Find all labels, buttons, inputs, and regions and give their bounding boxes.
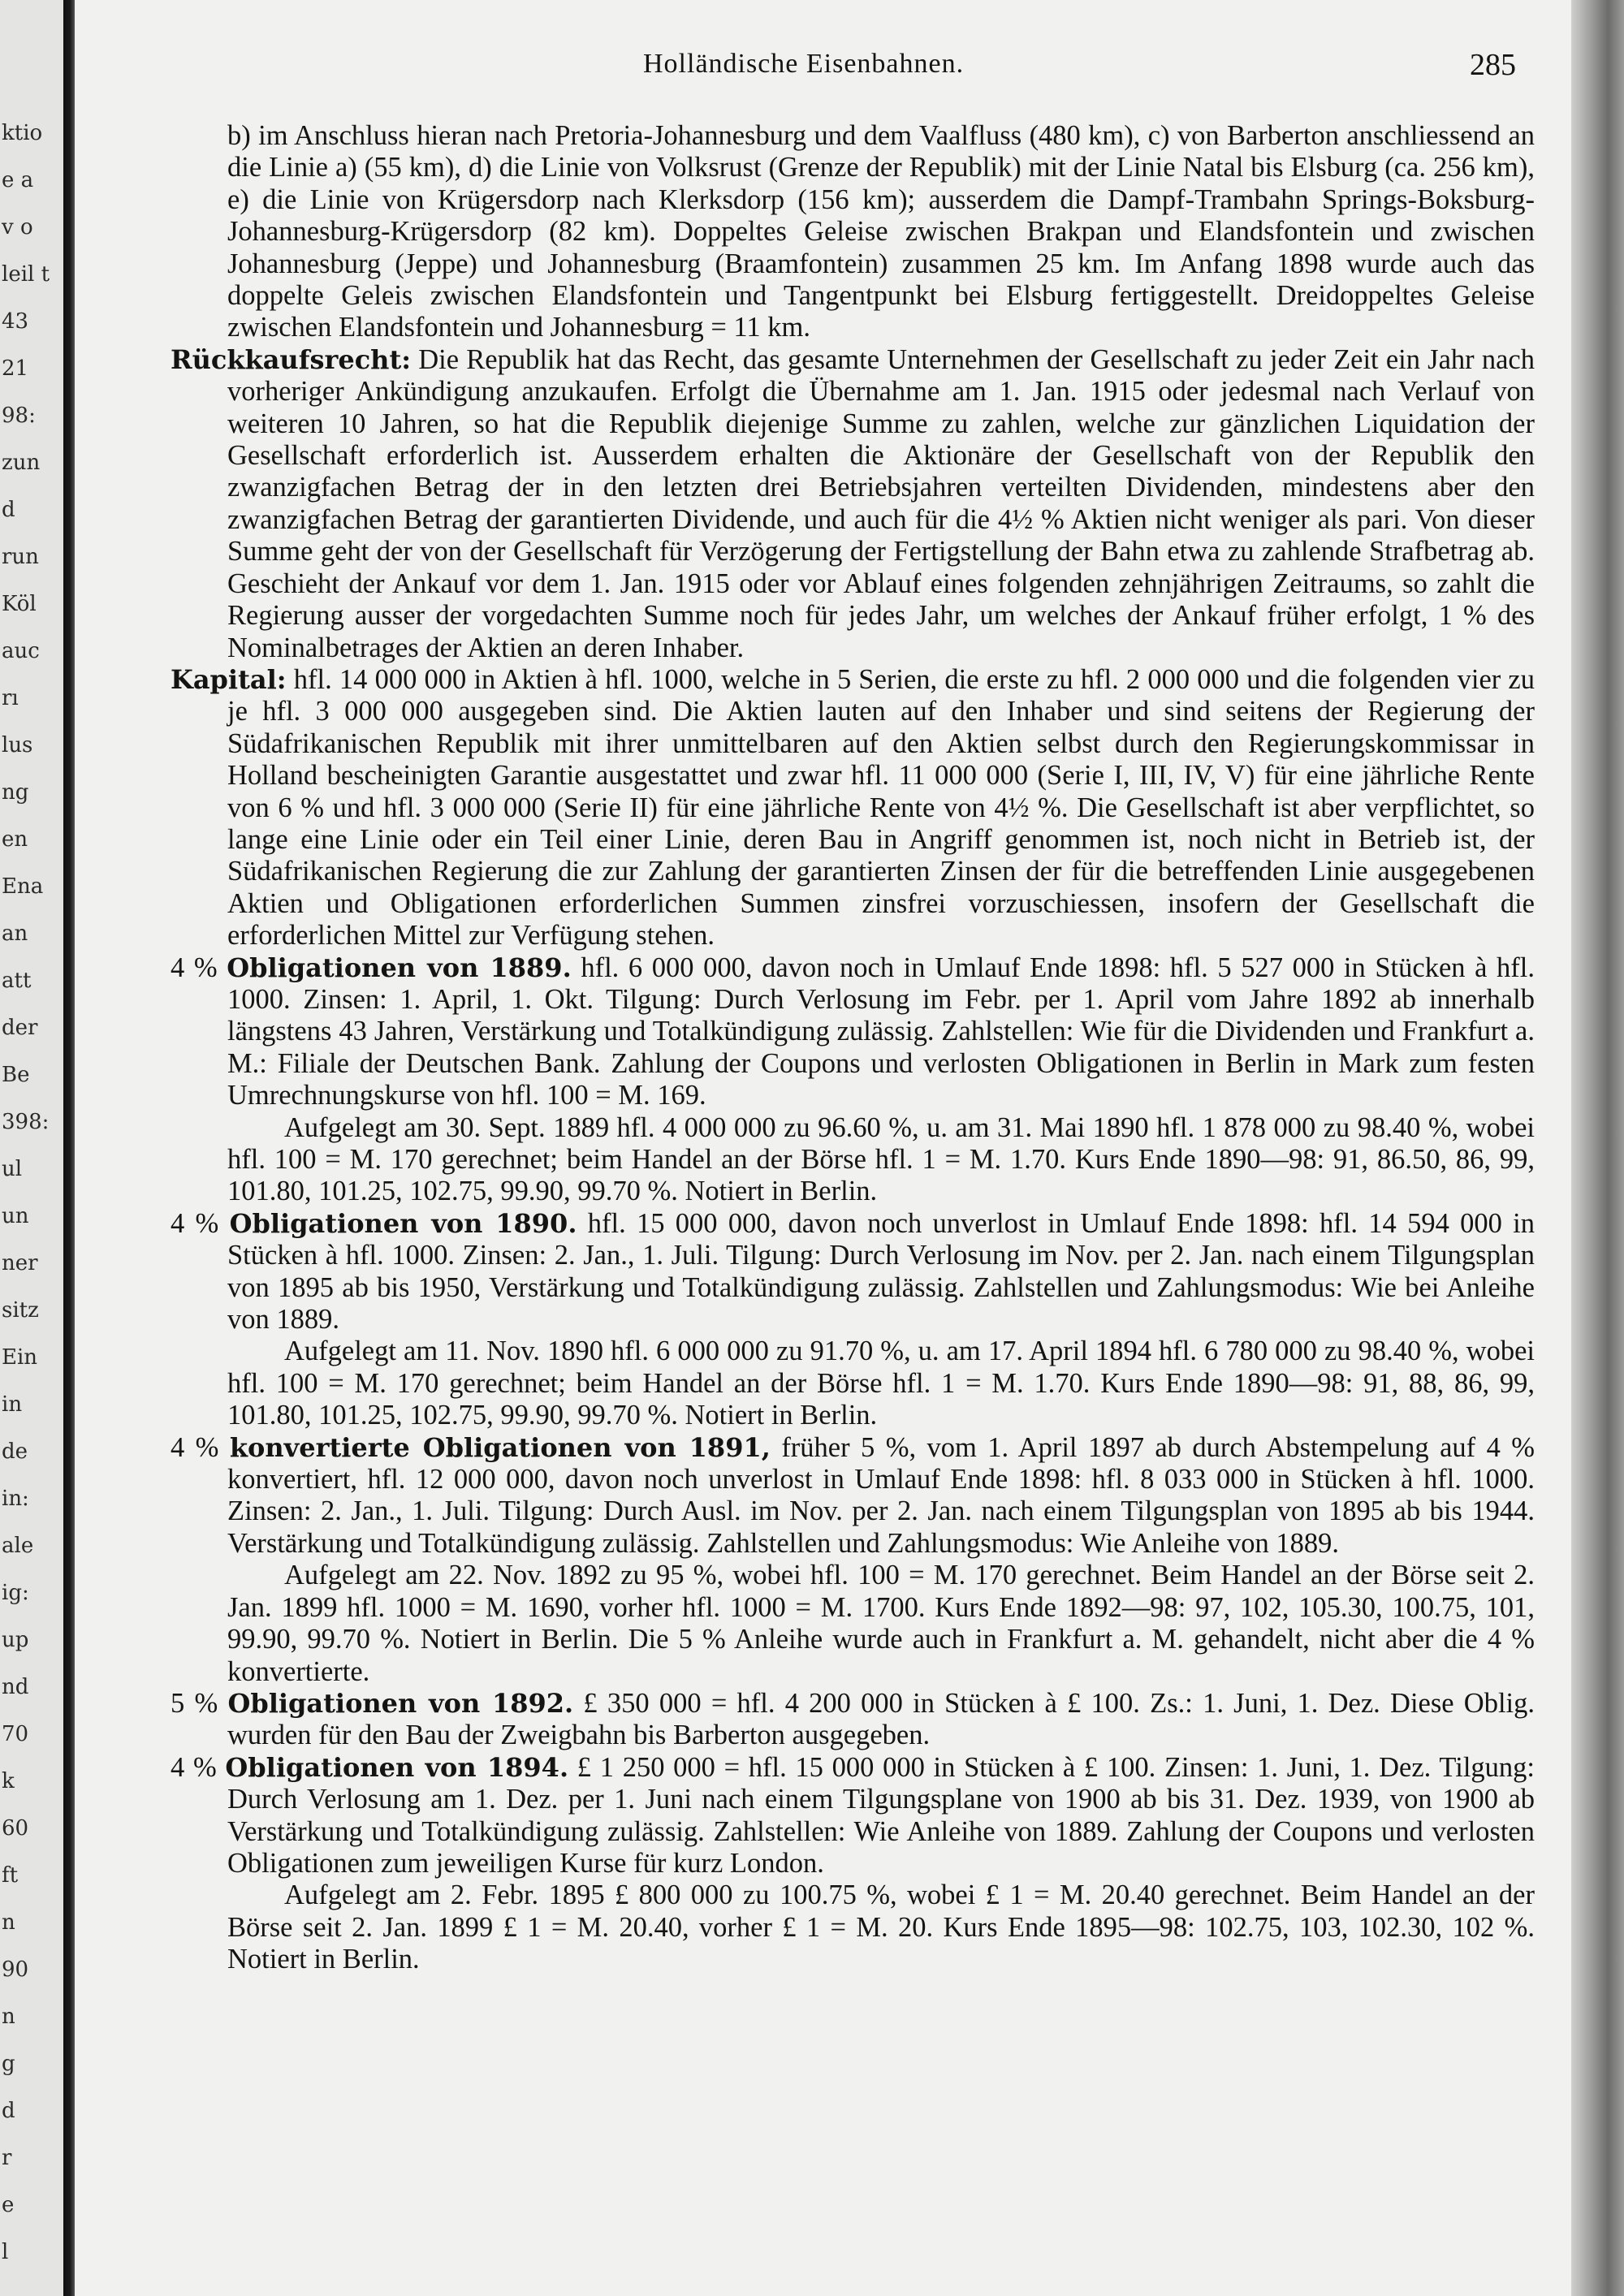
entry-text: hfl. 15 000 000, davon noch unverlost in Umlauf Ende 1898: hfl. 14 594 000 in Stücken à hfl. 1000. Zinsen: 2. Jan., 1. Juli. Tilgung: Durch Verlosung im Nov. per 2. Jan. nach einem Tilgungsplan von 1895 ab bis 1950, Verstärkung und Totalkündigung zulässig. Zahlstellen und Zahlungsmodus: Wie bei Anleihe von 1889. xyxy=(227,1207,1535,1336)
entry-obligationen-1889 xyxy=(171,952,1535,1112)
entry-rueckkaufsrecht xyxy=(171,344,1535,664)
page xyxy=(75,0,1593,2296)
previous-page-fragment: in xyxy=(2,1392,23,1417)
previous-page-fragment: ner xyxy=(2,1251,38,1275)
previous-page-fragment: un xyxy=(2,1204,29,1228)
entry-heading: Obligationen von 1889. xyxy=(227,952,572,983)
previous-page-fragment: r xyxy=(2,2146,12,2170)
previous-page-fragment: 21 xyxy=(2,356,29,381)
running-header: Holländische Eisenbahnen. xyxy=(643,49,965,79)
entry-subscription: Aufgelegt am 11. Nov. 1890 hfl. 6 000 000 zu 91.70 %, u. am 17. April 1894 hfl. 6 780 000 zu 98.40 %, wobei hfl. 100 = M. 170 gerechnet; beim Handel an der Börse hfl. 1 = M. 1.70. Kurs Ende 1890—98: 91, 88, 86, 99, 101.80, 101.25, 102.75, 99.90, 99.70 %. Notiert in Berlin. xyxy=(227,1336,1535,1431)
entry-obligationen-1894 xyxy=(171,1752,1535,1880)
entry-rate: 4 % xyxy=(171,952,218,983)
entry-heading: konvertierte Obligationen von 1891, xyxy=(229,1431,771,1463)
entry-text: Die Republik hat das Recht, das gesamte Unternehmen der Gesellschaft zu jeder Zeit ein Jahr nach vorheriger Ankündigung anzukaufen. Erfolgt die Übernahme am 1. Jan. 1915 oder jedesmal nach Verlauf von weiteren 10 Jahren, so hat die Republik diejenige Summe zu zahlen, welche zur gänzlichen Liquidation der Gesellschaft erforderlich ist. Ausserdem erhalten die Aktionäre der Gesellschaft von der Republik den zwanzigfachen Betrag der in den letzten drei Betriebsjahren verteilten Dividenden, mindestens aber den zwanzigfachen Betrag der garantierten Dividende, und auch für die 4½ % Aktien nicht weniger als pari. Von dieser Summe geht der von der Gesellschaft für Verzögerung der Fertigstellung der Bahn etwa zu zahlende Strafbetrag ab. Geschieht der Ankauf vor dem 1. Jan. 1915 oder vor Ablauf eines folgenden zehnjährigen Zeitraums, so zahlt die Regierung ausser der vorgedachten Summe noch für jedes Jahr, um welches der Ankauf früher erfolgt, 1 % des Nominalbetrages der Aktien an deren Inhaber. xyxy=(227,343,1535,663)
previous-page-fragment: de xyxy=(2,1439,28,1464)
entry-subscription: Aufgelegt am 22. Nov. 1892 zu 95 %, wobei hfl. 100 = M. 170 gerechnet. Beim Handel an der Börse seit 2. Jan. 1899 hfl. 1000 = M. 1690, vorher hfl. 1000 = M. 1700. Kurs Ende 1892—98: 97, 102, 105.30, 100.75, 101, 99.90, 99.70 %. Notiert in Berlin. Die 5 % Anleihe wurde auch in Frankfurt a. M. gehandelt, nicht aber die 4 % konvertierte. xyxy=(227,1560,1535,1687)
previous-page-fragment: ng xyxy=(2,780,29,805)
previous-page-fragment: Be xyxy=(2,1063,30,1087)
previous-page-fragment: leil t xyxy=(2,262,50,287)
continuation-paragraph: b) im Anschluss hieran nach Pretoria-Johannesburg und dem Vaalfluss (480 km), c) von Barberton anschliessend an die Linie a) (55 km), d) die Linie von Volksrust (Grenze der Republik) mit der Linie Natal bis Elsburg (ca. 256 km), e) die Linie von Krügersdorp nach Klerksdorp (156 km); ausserdem die Dampf-Trambahn Springs-Boksburg-Johannesburg-Krügersdorp (82 km). Doppeltes Geleise zwischen Brakpan und Elandsfontein und zwischen Johannesburg (Jeppe) und Johannesburg (Braamfontein) zusammen 25 km. Im Anfang 1898 wurde auch das doppelte Geleis zwischen Elandsfontein und Tangentpunkt bei Elsburg fertiggestellt. Dreidoppeltes Geleise zwischen Elandsfontein und Johannesburg = 11 km. xyxy=(227,120,1535,343)
entry-heading: Obligationen von 1892. xyxy=(227,1687,574,1719)
entry-text: hfl. 14 000 000 in Aktien à hfl. 1000, welche in 5 Serien, die erste zu hfl. 2 000 000 und die folgenden vier zu je hfl. 3 000 000 ausgegeben sind. Die Aktien lauten auf den Inhaber und sind seitens der Regierung der Südafrikanischen Republik mit ihrer unmittelbaren auf den Aktien selbst durch den Regierungskommissar in Holland bescheinigten Garantie ausgestattet und zwar hfl. 11 000 000 (Serie I, III, IV, V) für eine jährliche Rente von 6 % und hfl. 3 000 000 (Serie II) für eine jährliche Rente von 4½ %. Die Gesellschaft ist aber verpflichtet, so lange eine Linie oder ein Teil einer Linie, deren Bau in Angriff genommen ist, noch nicht in Betrieb ist, der Südafrikanischen Regierung die zur Zahlung der garantierten Zinsen der für die betreffenden Linie ausgegebenen Aktien und Obligationen erforderlichen Summen zinsfrei vorzuschiessen, insofern der Gesellschaft die erforderlichen Mittel zur Verfügung stehen. xyxy=(227,663,1535,952)
entry-rate: 4 % xyxy=(171,1207,219,1239)
previous-page-fragment: in: xyxy=(2,1487,29,1511)
previous-page-edge xyxy=(0,0,63,2296)
previous-page-fragment: 90 xyxy=(2,1957,29,1982)
entry-heading: Obligationen von 1894. xyxy=(225,1751,569,1783)
previous-page-fragment: lus xyxy=(2,733,33,757)
previous-page-fragment: run xyxy=(2,545,39,569)
entry-heading: Rückkaufsrecht: xyxy=(171,343,412,375)
previous-page-fragment: der xyxy=(2,1016,38,1040)
entry-heading: Obligationen von 1890. xyxy=(229,1207,577,1239)
previous-page-fragment: zun xyxy=(2,451,41,475)
previous-page-fragment: Ein xyxy=(2,1345,38,1370)
previous-page-fragment: ktio xyxy=(2,121,43,145)
previous-page-fragment: k xyxy=(2,1769,15,1793)
previous-page-fragment: 398: xyxy=(2,1110,50,1134)
previous-page-fragment: att xyxy=(2,969,32,993)
entry-rate: 4 % xyxy=(171,1751,217,1783)
previous-page-fragment: g xyxy=(2,2052,15,2076)
previous-page-fragment: Köl xyxy=(2,592,37,616)
previous-page-fragment: d xyxy=(2,498,15,522)
previous-page-fragment: 98: xyxy=(2,404,36,428)
page-body xyxy=(171,120,1535,1976)
previous-page-fragment: d xyxy=(2,2099,15,2123)
previous-page-fragment: v o xyxy=(2,215,33,240)
entry-kapital xyxy=(171,664,1535,952)
previous-page-fragment: Ena xyxy=(2,874,44,899)
previous-page-fragment: nd xyxy=(2,1675,29,1699)
entry-subscription: Aufgelegt am 30. Sept. 1889 hfl. 4 000 000 zu 96.60 %, u. am 31. Mai 1890 hfl. 1 878 000 zu 98.40 %, wobei hfl. 100 = M. 170 gerechnet; beim Handel an der Börse hfl. 1 = M. 1.70. Kurs Ende 1890—98: 91, 86.50, 86, 99, 101.80, 101.25, 102.75, 99.90, 99.70 %. Notiert in Berlin. xyxy=(227,1111,1535,1207)
previous-page-fragment: l xyxy=(2,2240,9,2264)
entry-obligationen-1890 xyxy=(171,1208,1535,1336)
previous-page-fragment: sitz xyxy=(2,1298,39,1323)
entry-text: £ 1 250 000 = hfl. 15 000 000 in Stücken à £ 100. Zinsen: 1. Juni, 1. Dez. Tilgung: Durch Verlosung am 1. Dez. per 1. Juni nach einem Tilgungsplane von 1900 ab bis 31. Dez. 1939, von 1900 ab Verstärkung und Totalkündigung zulässig. Zahlstellen: Wie Anleihe von 1889. Zahlung der Coupons und verlosten Obligationen zum jeweiligen Kurse für kurz London. xyxy=(227,1751,1535,1879)
previous-page-fragment: 43 xyxy=(2,309,29,334)
previous-page-fragment: rı xyxy=(2,686,19,710)
previous-page-fragment: n xyxy=(2,2005,15,2029)
previous-page-fragment: en xyxy=(2,827,28,852)
previous-page-fragment: auc xyxy=(2,639,40,663)
entry-obligationen-1891 xyxy=(171,1432,1535,1560)
book-gutter xyxy=(63,0,75,2296)
previous-page-fragment: ale xyxy=(2,1534,34,1558)
previous-page-fragment: 60 xyxy=(2,1816,29,1841)
previous-page-fragment: n xyxy=(2,1910,15,1935)
entry-rate: 4 % xyxy=(171,1431,219,1463)
page-number: 285 xyxy=(1470,48,1516,82)
entry-heading: Kapital: xyxy=(171,663,287,695)
entry-text: früher 5 %, vom 1. April 1897 ab durch Abstempelung auf 4 % konvertiert, hfl. 12 000 000, davon noch unverlost in Umlauf Ende 1898: hfl. 8 033 000 in Stücken à hfl. 1000. Zinsen: 2. Jan., 1. Juli. Tilgung: Durch Ausl. im Nov. per 2. Jan. nach einem Tilgungsplan von 1895 ab bis 1944. Verstärkung und Totalkündigung zulässig. Zahlstellen und Zahlungsmodus: Wie Anleihe von 1889. xyxy=(227,1431,1535,1559)
previous-page-fragment: an xyxy=(2,921,28,946)
entry-text: hfl. 6 000 000, davon noch in Umlauf Ende 1898: hfl. 5 527 000 in Stücken à hfl. 1000. Zinsen: 1. April, 1. Okt. Tilgung: Durch Verlosung im Febr. per 1. April vom Jahre 1892 ab innerhalb längstens 43 Jahren, Verstärkung und Totalkündigung zulässig. Zahlstellen: Wie für die Dividenden und Frankfurt a. M.: Filiale der Deutschen Bank. Zahlung der Coupons und verlosten Obligationen in Berlin in Mark zum festen Umrechnungskurse von hfl. 100 = M. 169. xyxy=(227,952,1535,1111)
previous-page-fragment: e a xyxy=(2,168,34,192)
page-edge-shadow xyxy=(1571,0,1624,2296)
previous-page-fragment: ig: xyxy=(2,1581,29,1605)
previous-page-fragment: up xyxy=(2,1628,29,1652)
previous-page-fragment: ul xyxy=(2,1157,23,1181)
previous-page-fragment: e xyxy=(2,2193,15,2217)
previous-page-fragment: 70 xyxy=(2,1722,29,1746)
entry-text: £ 350 000 = hfl. 4 200 000 in Stücken à £ 100. Zs.: 1. Juni, 1. Dez. Diese Oblig. wurden für den Bau der Zweigbahn bis Barberton ausgegeben. xyxy=(227,1687,1535,1751)
entry-subscription: Aufgelegt am 2. Febr. 1895 £ 800 000 zu 100.75 %, wobei £ 1 = M. 20.40 gerechnet. Beim Handel an der Börse seit 2. Jan. 1899 £ 1 = M. 20.40, vorher £ 1 = M. 20. Kurs Ende 1895—98: 102.75, 103, 102.30, 102 %. Notiert in Berlin. xyxy=(227,1880,1535,1975)
entry-obligationen-1892 xyxy=(171,1688,1535,1752)
previous-page-fragment: ft xyxy=(2,1863,19,1888)
entry-rate: 5 % xyxy=(171,1687,218,1719)
